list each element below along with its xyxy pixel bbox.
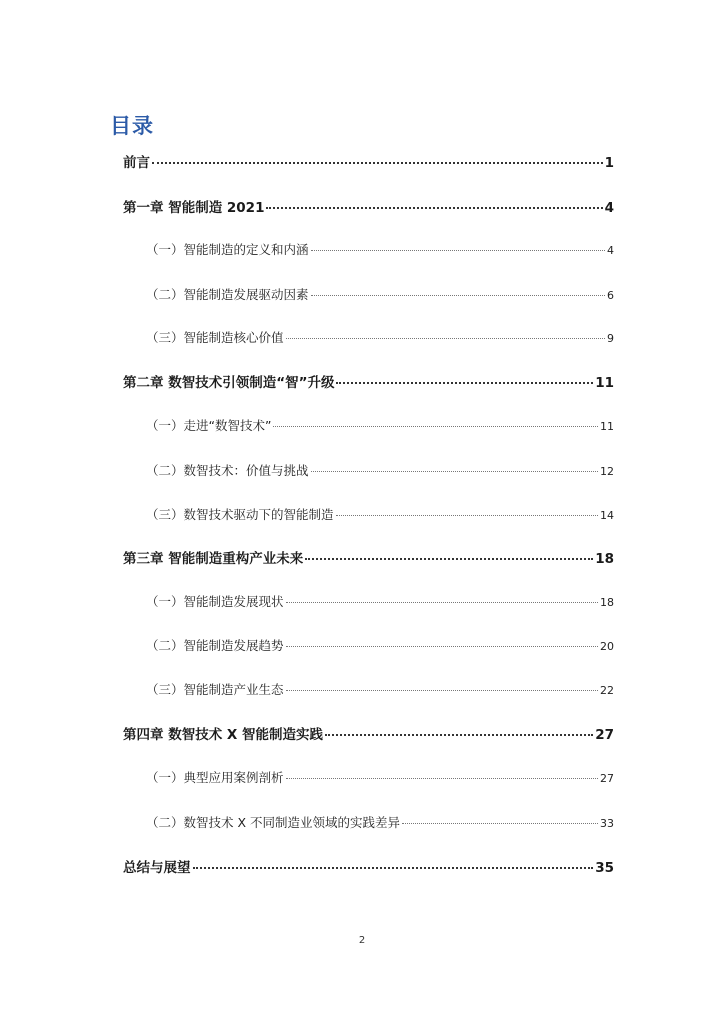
toc-entry-summary[interactable]	[123, 856, 614, 876]
dot-leader	[286, 338, 605, 339]
toc-entry-label: （一）走进“数智技术”	[146, 418, 272, 433]
dot-leader	[336, 515, 598, 516]
toc-entry-page: 33	[600, 817, 614, 830]
toc-entry-section-2-3[interactable]	[146, 505, 614, 523]
toc-entry-page: 6	[607, 289, 614, 302]
toc-entry-label: 第二章 数智技术引领制造“智”升级	[123, 375, 335, 391]
dot-leader	[286, 646, 598, 647]
dot-leader	[325, 734, 593, 736]
toc-entry-page: 11	[595, 375, 614, 391]
toc-entry-section-4-2[interactable]	[146, 813, 614, 831]
toc-entry-label: （三）智能制造产业生态	[146, 682, 284, 697]
toc-entry-label: 第四章 数智技术 X 智能制造实践	[123, 727, 324, 743]
toc-entry-section-3-3[interactable]	[146, 680, 614, 698]
dot-leader	[311, 295, 605, 296]
dot-leader	[193, 867, 594, 869]
toc-entry-label: 第一章 智能制造 2021	[123, 200, 265, 216]
toc-entry-label: （二）智能制造发展趋势	[146, 638, 284, 653]
toc-entry-section-1-1[interactable]	[146, 240, 614, 258]
toc-entry-page: 18	[595, 551, 614, 567]
toc-entry-page: 20	[600, 640, 614, 653]
toc-entry-chapter-1[interactable]	[123, 196, 614, 216]
dot-leader	[305, 558, 593, 560]
toc-entry-chapter-2[interactable]	[123, 371, 614, 391]
toc-entry-label: （二）数智技术：价值与挑战	[146, 463, 309, 478]
toc-entry-page: 4	[604, 200, 614, 216]
toc-entry-preface[interactable]	[123, 151, 614, 171]
toc-entry-label: （一）典型应用案例剖析	[146, 770, 284, 785]
dot-leader	[311, 471, 598, 472]
toc-entry-section-1-2[interactable]	[146, 285, 614, 303]
toc-entry-page: 35	[595, 860, 614, 876]
toc-entry-page: 18	[600, 596, 614, 609]
toc-entry-label: （一）智能制造的定义和内涵	[146, 242, 309, 257]
toc-entry-label: （三）数智技术驱动下的智能制造	[146, 507, 334, 522]
dot-leader	[286, 690, 598, 691]
dot-leader	[266, 207, 602, 209]
toc-entry-section-3-2[interactable]	[146, 636, 614, 654]
page-number: 2	[358, 935, 366, 946]
dot-leader	[152, 162, 603, 164]
toc-entry-page: 27	[595, 727, 614, 743]
toc-entry-section-2-2[interactable]	[146, 461, 614, 479]
dot-leader	[336, 382, 593, 384]
dot-leader	[402, 823, 598, 824]
toc-entry-page: 9	[607, 332, 614, 345]
dot-leader	[286, 602, 598, 603]
toc-entry-label: （二）智能制造发展驱动因素	[146, 287, 309, 302]
toc-entry-section-4-1[interactable]	[146, 768, 614, 786]
dot-leader	[311, 250, 605, 251]
toc-entry-page: 27	[600, 772, 614, 785]
toc-entry-page: 14	[600, 509, 614, 522]
toc-entry-page: 11	[600, 420, 614, 433]
toc-entry-label: （一）智能制造发展现状	[146, 594, 284, 609]
toc-entry-chapter-3[interactable]	[123, 547, 614, 567]
toc-entry-chapter-4[interactable]	[123, 723, 614, 743]
dot-leader	[273, 426, 598, 427]
toc-entry-section-3-1[interactable]	[146, 592, 614, 610]
dot-leader	[286, 778, 598, 779]
toc-entry-page: 12	[600, 465, 614, 478]
toc-entry-section-2-1[interactable]	[146, 416, 614, 434]
toc-entry-page: 1	[604, 155, 614, 171]
toc-title: 目录	[110, 114, 154, 138]
toc-entry-page: 22	[600, 684, 614, 697]
toc-entry-label: 前言	[123, 155, 150, 171]
toc-entry-label: （二）数智技术 X 不同制造业领域的实践差异	[146, 815, 401, 830]
toc-entry-label: 第三章 智能制造重构产业未来	[123, 551, 304, 567]
toc-entry-label: （三）智能制造核心价值	[146, 330, 284, 345]
toc-entry-section-1-3[interactable]	[146, 328, 614, 346]
toc-entry-page: 4	[607, 244, 614, 257]
toc-entry-label: 总结与展望	[123, 860, 191, 876]
